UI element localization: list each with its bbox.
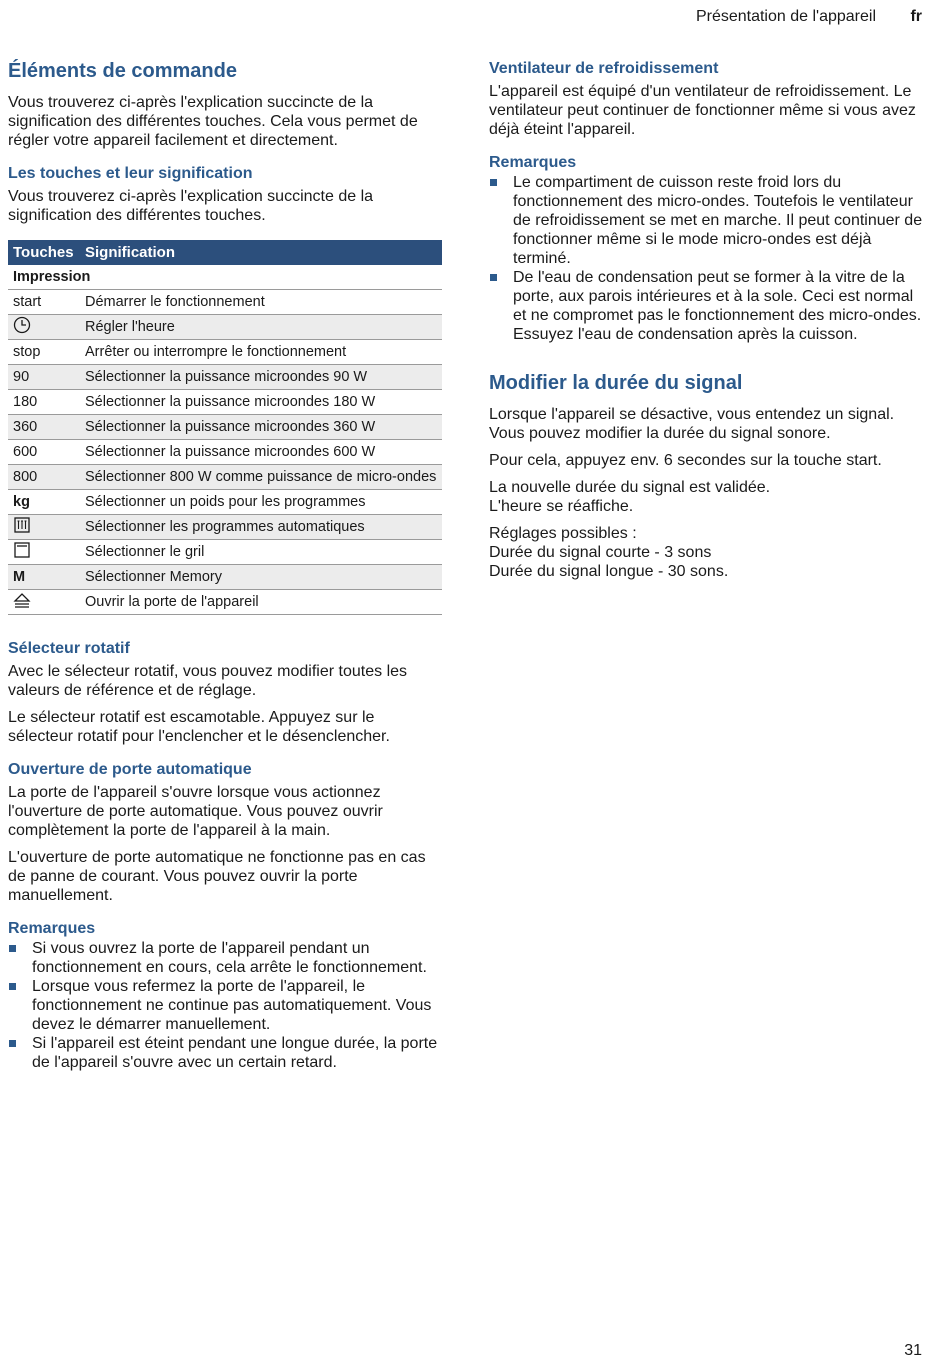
signal-setting-long: Durée du signal longue - 30 sons. <box>489 563 729 580</box>
meaning-cell: Démarrer le fonctionnement <box>80 290 442 315</box>
list-item <box>8 1034 442 1072</box>
table-row <box>8 415 442 440</box>
table-row <box>8 390 442 415</box>
left-column <box>8 58 442 1080</box>
meaning-cell: Sélectionner le gril <box>80 540 442 565</box>
auto-programs-icon <box>13 516 31 538</box>
meaning-cell: Ouvrir la porte de l'appareil <box>80 590 442 615</box>
keys-heading: Les touches et leur signification <box>8 165 253 182</box>
bullet-icon <box>490 179 497 186</box>
signal-title: Modifier la durée du signal <box>489 372 743 394</box>
table-row <box>8 590 442 615</box>
auto-door-p2: L'ouverture de porte automatique ne fonctionne pas en cas de panne de courant. Vous pouvez ouvrir la porte manuellement. <box>8 849 426 904</box>
table-row <box>8 515 442 540</box>
table-row <box>8 365 442 390</box>
key-label: kg <box>13 494 30 510</box>
list-item <box>489 268 929 344</box>
key-label: stop <box>13 344 41 360</box>
signal-p4 <box>489 524 929 581</box>
key-label: 800 <box>13 469 38 485</box>
grill-icon <box>13 541 31 563</box>
signal-p3-line2: L'heure se réaffiche. <box>489 498 634 515</box>
meaning-cell: Sélectionner 800 W comme puissance de micro-ondes <box>80 465 442 490</box>
note-text: Le compartiment de cuisson reste froid lors du fonctionnement des micro-ondes. Toutefois le ventilateur de refroidissement se met en marche. Il peut continuer de fonctionner même si le mode micro-ondes est déjà terminé. <box>513 174 923 267</box>
right-notes-heading: Remarques <box>489 154 577 171</box>
key-cell <box>8 465 80 490</box>
note-text: De l'eau de condensation peut se former à la vitre de la porte, aux parois intérieures et à la sole. Ceci est normal et ne compromet pas le fonctionnement des micro-ondes. Essuyez l'eau de condensation après la cuisson. <box>513 269 922 343</box>
meaning-cell: Sélectionner un poids pour les programmes <box>80 490 442 515</box>
col-header-meaning: Signification <box>80 240 442 265</box>
section-title: Présentation de l'appareil <box>695 8 876 25</box>
meaning-cell: Sélectionner la puissance microondes 600 W <box>80 440 442 465</box>
meaning-cell: Arrêter ou interrompre le fonctionnement <box>80 340 442 365</box>
rotary-selector-heading: Sélecteur rotatif <box>8 640 130 657</box>
rotary-selector-p1: Avec le sélecteur rotatif, vous pouvez modifier toutes les valeurs de référence et de réglage. <box>8 663 408 699</box>
auto-door-p1: La porte de l'appareil s'ouvre lorsque vous actionnez l'ouverture de porte automatique. Vous pouvez ouvrir complètement la porte de l'appareil à la main. <box>8 784 383 839</box>
signal-settings-label: Réglages possibles : <box>489 525 637 542</box>
left-notes-list <box>8 939 442 1072</box>
meaning-cell: Sélectionner les programmes automatiques <box>80 515 442 540</box>
table-group-row <box>8 265 442 290</box>
key-label: 360 <box>13 419 38 435</box>
note-text: Lorsque vous refermez la porte de l'appareil, le fonctionnement ne continue pas automatiquement. Vous devez le démarrer manuellement. <box>32 978 432 1033</box>
table-row <box>8 565 442 590</box>
bullet-icon <box>490 274 497 281</box>
list-item <box>8 939 442 977</box>
list-item <box>8 977 442 1034</box>
key-label: M <box>13 569 26 585</box>
page-header <box>0 8 950 28</box>
signal-setting-short: Durée du signal courte - 3 sons <box>489 544 712 561</box>
key-label: 600 <box>13 444 38 460</box>
right-notes-list <box>489 173 929 344</box>
key-cell <box>8 490 80 515</box>
key-cell <box>8 565 80 590</box>
meaning-cell: Sélectionner Memory <box>80 565 442 590</box>
rotary-selector-p2: Le sélecteur rotatif est escamotable. Appuyez sur le sélecteur rotatif pour l'enclencher et le désenclencher. <box>8 709 390 745</box>
table-row <box>8 465 442 490</box>
language-code: fr <box>910 8 922 25</box>
table-row <box>8 315 442 340</box>
signal-p2: Pour cela, appuyez env. 6 secondes sur la touche start. <box>489 452 882 469</box>
clock-icon <box>13 316 31 338</box>
table-row <box>8 490 442 515</box>
key-cell <box>8 415 80 440</box>
note-text: Si l'appareil est éteint pendant une longue durée, la porte de l'appareil s'ouvre avec un certain retard. <box>32 1035 438 1071</box>
signal-p3-line1: La nouvelle durée du signal est validée. <box>489 479 771 496</box>
signal-p3 <box>489 478 929 516</box>
key-cell <box>8 340 80 365</box>
key-cell <box>8 390 80 415</box>
key-cell <box>8 590 80 615</box>
col-header-key: Touches <box>8 240 80 265</box>
door-open-icon <box>13 591 31 613</box>
meaning-cell: Sélectionner la puissance microondes 90 W <box>80 365 442 390</box>
key-cell <box>8 315 80 340</box>
auto-door-heading: Ouverture de porte automatique <box>8 761 252 778</box>
keys-table-body <box>8 265 442 615</box>
table-row <box>8 440 442 465</box>
key-label: 90 <box>13 369 30 385</box>
list-item <box>489 173 929 268</box>
right-column <box>489 58 929 589</box>
meaning-cell: Sélectionner la puissance microondes 180 W <box>80 390 442 415</box>
signal-p1: Lorsque l'appareil se désactive, vous entendez un signal. Vous pouvez modifier la durée du signal sonore. <box>489 406 895 442</box>
key-cell <box>8 365 80 390</box>
key-label: start <box>13 294 42 310</box>
table-row <box>8 540 442 565</box>
key-label: 180 <box>13 394 38 410</box>
keys-table-header <box>8 240 442 265</box>
controls-intro: Vous trouverez ci-après l'explication succincte de la signification des différentes touches. Cela vous permet de régler votre appareil facilement et directement. <box>8 94 418 149</box>
fan-paragraph: L'appareil est équipé d'un ventilateur de refroidissement. Le ventilateur peut continuer de fonctionner même si vous avez déjà éteint l'appareil. <box>489 83 916 138</box>
bullet-icon <box>9 983 16 990</box>
key-cell <box>8 290 80 315</box>
key-cell <box>8 515 80 540</box>
bullet-icon <box>9 945 16 952</box>
left-notes-heading: Remarques <box>8 920 96 937</box>
page-number: 31 <box>904 1342 922 1359</box>
table-row <box>8 340 442 365</box>
bullet-icon <box>9 1040 16 1047</box>
table-row <box>8 290 442 315</box>
meaning-cell: Régler l'heure <box>80 315 442 340</box>
controls-title: Éléments de commande <box>8 60 237 82</box>
note-text: Si vous ouvrez la porte de l'appareil pendant un fonctionnement en cours, cela arrête le fonctionnement. <box>32 940 427 976</box>
fan-heading: Ventilateur de refroidissement <box>489 60 719 77</box>
key-cell <box>8 440 80 465</box>
keys-intro: Vous trouverez ci-après l'explication succincte de la signification des différentes touches. <box>8 188 374 224</box>
group-label: Impression <box>8 265 442 290</box>
keys-table <box>8 240 442 615</box>
key-cell <box>8 540 80 565</box>
meaning-cell: Sélectionner la puissance microondes 360 W <box>80 415 442 440</box>
